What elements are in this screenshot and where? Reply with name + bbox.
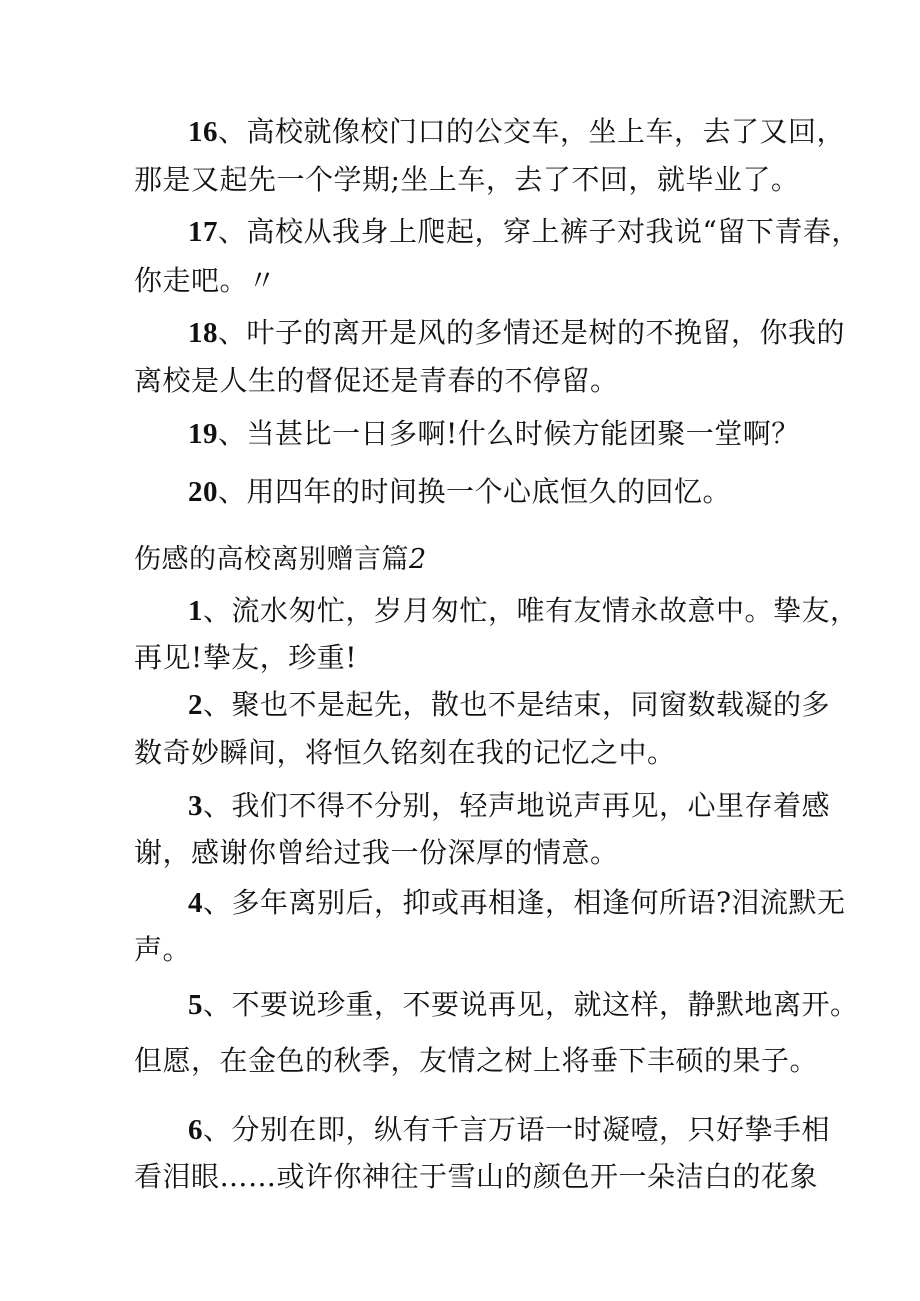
item-text: 、分别在即，纵有千言万语一时凝噎，只好挚手相	[203, 1113, 831, 1146]
item-text: 、不要说珍重，不要说再见，就这样，静默地离开。	[203, 988, 859, 1021]
item-6-line-1	[188, 1110, 830, 1150]
item-number: 2	[188, 689, 203, 721]
item-1-line-1	[188, 591, 859, 631]
item-4-line-2: 声。	[134, 933, 192, 966]
item-17-line-1	[188, 212, 860, 252]
item-number: 6	[188, 1114, 203, 1146]
item-number: 3	[188, 790, 203, 822]
item-1-line-2: 再见!挚友，珍重!	[134, 641, 358, 674]
item-3-line-1	[188, 786, 830, 826]
item-18-line-2: 离校是人生的督促还是青春的不停留。	[134, 364, 619, 397]
item-16-line-1	[188, 112, 845, 152]
item-4-line-1	[188, 883, 846, 923]
item-text: 、用四年的时间换一个心底恒久的回忆。	[218, 475, 732, 508]
item-number: 5	[188, 989, 203, 1021]
item-text: 、叶子的离开是风的多情还是树的不挽留，你我的	[218, 316, 846, 349]
item-6-line-2: 看泪眼……或许你神往于雪山的颜色开一朵洁白的花象	[134, 1160, 819, 1193]
item-2-line-2: 数奇妙瞬间，将恒久铭刻在我的记忆之中。	[134, 736, 676, 769]
item-number: 20	[188, 476, 218, 508]
item-text: 、高校就像校门口的公交车，坐上车，去了又回，	[218, 115, 846, 148]
item-text: 、当甚比一日多啊!什么时候方能团聚一堂啊？	[218, 417, 800, 450]
item-text: 、聚也不是起先，散也不是结束，同窗数载凝的多	[203, 688, 831, 721]
section-heading-text: 伤感的高校离别赠言篇	[134, 544, 409, 575]
item-3-line-2: 谢，感谢你曾给过我一份深厚的情意。	[134, 836, 619, 869]
item-5-line-2: 但愿，在金色的秋季，友情之树上将垂下丰硕的果子。	[134, 1044, 819, 1077]
item-18-line-1	[188, 313, 845, 353]
item-16-line-2: 那是又起先一个学期;坐上车，去了不回，就毕业了。	[134, 163, 800, 196]
item-number: 19	[188, 418, 218, 450]
item-number: 4	[188, 887, 203, 919]
item-5-line-1	[188, 985, 859, 1025]
item-text: 、多年离别后，抑或再相逢，相逢何所语?泪流默无	[203, 886, 846, 919]
item-number: 18	[188, 317, 218, 349]
item-17-line-2: 你走吧。〃	[134, 264, 277, 297]
section-heading	[134, 540, 427, 580]
item-text: 、流水匆忙，岁月匆忙，唯有友情永故意中。挚友，	[203, 594, 859, 627]
item-text: 、我们不得不分别，轻声地说声再见，心里存着感	[203, 789, 831, 822]
item-2-line-1	[188, 685, 830, 725]
item-number: 17	[188, 216, 218, 248]
item-number: 16	[188, 116, 218, 148]
item-20-line-1	[188, 472, 731, 512]
item-text: 、高校从我身上爬起，穿上裤子对我说“留下青春，	[218, 215, 860, 248]
section-heading-number: 2	[409, 544, 427, 575]
item-19-line-1	[188, 414, 800, 454]
item-number: 1	[188, 595, 203, 627]
